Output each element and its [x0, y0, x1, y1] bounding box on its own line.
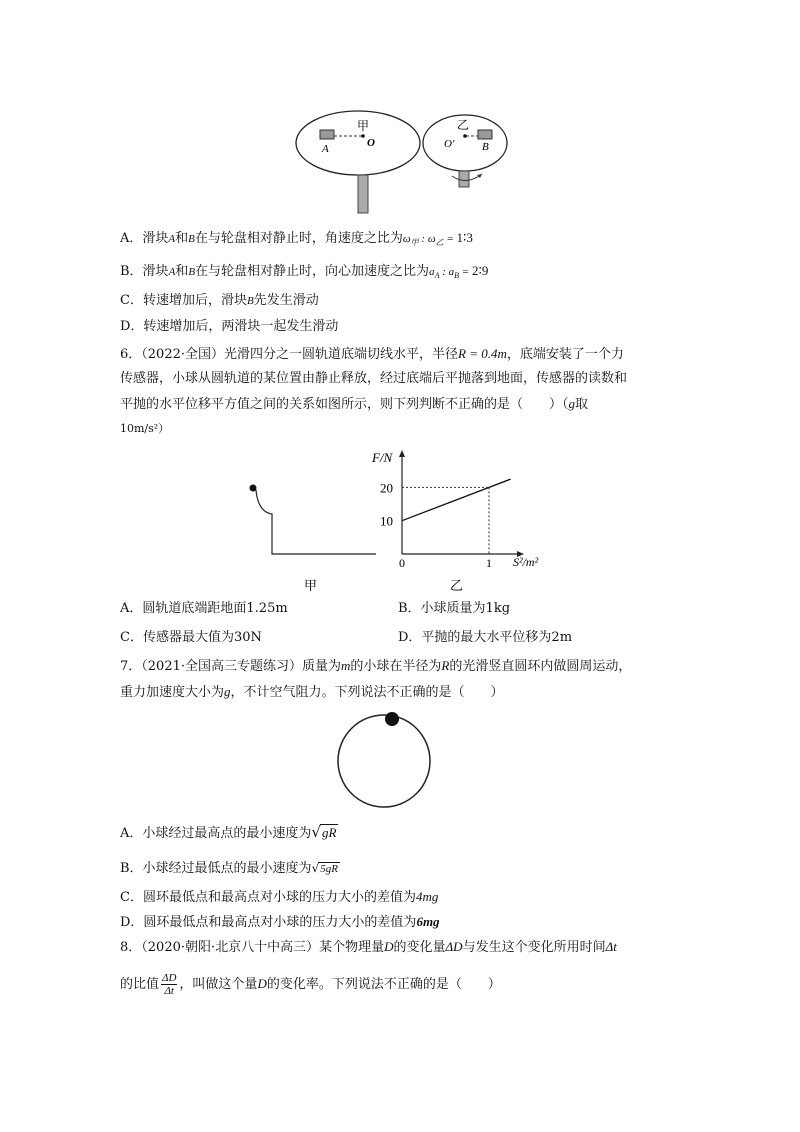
label-q6-jia: 甲 — [304, 578, 318, 593]
q6-stem-line3: 平抛的水平位移平方值之间的关系如图所示，则下列判断不正确的是（ ）（g取 — [120, 396, 589, 412]
label-q6-yi: 乙 — [450, 578, 464, 593]
q6-option-b: B．小球质量为1kg — [398, 601, 511, 616]
x-axis-label: S²/m² — [513, 555, 539, 569]
x-tick-label-0: 0 — [399, 556, 405, 570]
q7-option-c: C．圆环最低点和最高点对小球的压力大小的差值为4mg — [120, 889, 439, 905]
q5-option-c: C．转速增加后，滑块B先发生滑动 — [120, 293, 319, 308]
vertical-ring — [338, 715, 430, 807]
y-axis-label: F/N — [372, 450, 393, 465]
q6-option-d: D．平抛的最大水平位移为2m — [398, 630, 573, 645]
q6-stem-line4: 10m/s²） — [120, 422, 170, 435]
q5-option-a: A．滑块A和B在与轮盘相对静止时，角速度之比为$\omega_甲$ : $\omega_乙$ = 1∶3 — [120, 230, 473, 248]
label-jia: 甲 — [357, 119, 370, 133]
x-tick-label-1: 1 — [486, 556, 492, 570]
ring-ball — [385, 712, 399, 726]
y-tick-label-20: 20 — [380, 480, 393, 496]
label-A: A — [322, 143, 329, 155]
q7-option-a: A．小球经过最高点的最小速度为√gR — [120, 823, 337, 841]
q6-option-a: A．圆轨道底端距地面1.25m — [120, 601, 288, 616]
q6-stem-line2: 传感器，小球从圆轨道的某位置由静止释放，经过底端后平抛落到地面，传感器的读数和 — [120, 371, 628, 386]
rate-fraction: $\frac{\Delta D}{\Delta t}$ — [162, 972, 177, 997]
y-tick-label-10: 10 — [380, 513, 393, 529]
label-yi: 乙 — [457, 118, 470, 132]
q5-option-b: B．滑块A和B在与轮盘相对静止时，向心加速度之比为$a_A$ : $a_B$ = 2∶9 — [120, 263, 489, 281]
q7-stem-line2: 重力加速度大小为g，不计空气阻力。下列说法不正确的是（ ） — [120, 684, 504, 700]
q7-option-d: D．圆环最低点和最高点对小球的压力大小的差值为6mg — [120, 914, 440, 930]
q8-stem-line2: 的比值 $\frac{\Delta D}{\Delta t}$ ，叫做这个量D的变化率。下列说法不正确的是（ ） — [120, 972, 501, 997]
q5-option-d: D．转速增加后，两滑块一起发生滑动 — [120, 319, 339, 334]
q6-option-c: C．传感器最大值为30N — [120, 630, 262, 645]
q7-stem-line1: 7．（2021·全国高三专题练习）质量为m的小球在半径为R的光滑竖直圆环内做圆周运动， — [120, 658, 632, 674]
q6-stem-line1: 6．（2022·全国）光滑四分之一圆轨道底端切线水平，半径R = 0.4m，底端安装了一个力 — [120, 346, 624, 362]
q8-stem-line1: 8．（2020·朝阳·北京八十中高三）某个物理量D的变化量ΔD与发生这个变化所用时间Δt — [120, 939, 617, 955]
label-O: O — [367, 137, 375, 149]
label-B: B — [482, 141, 489, 153]
label-Oprime: O′ — [444, 138, 455, 150]
q7-option-b: B．小球经过最低点的最小速度为√5gR — [120, 861, 338, 876]
